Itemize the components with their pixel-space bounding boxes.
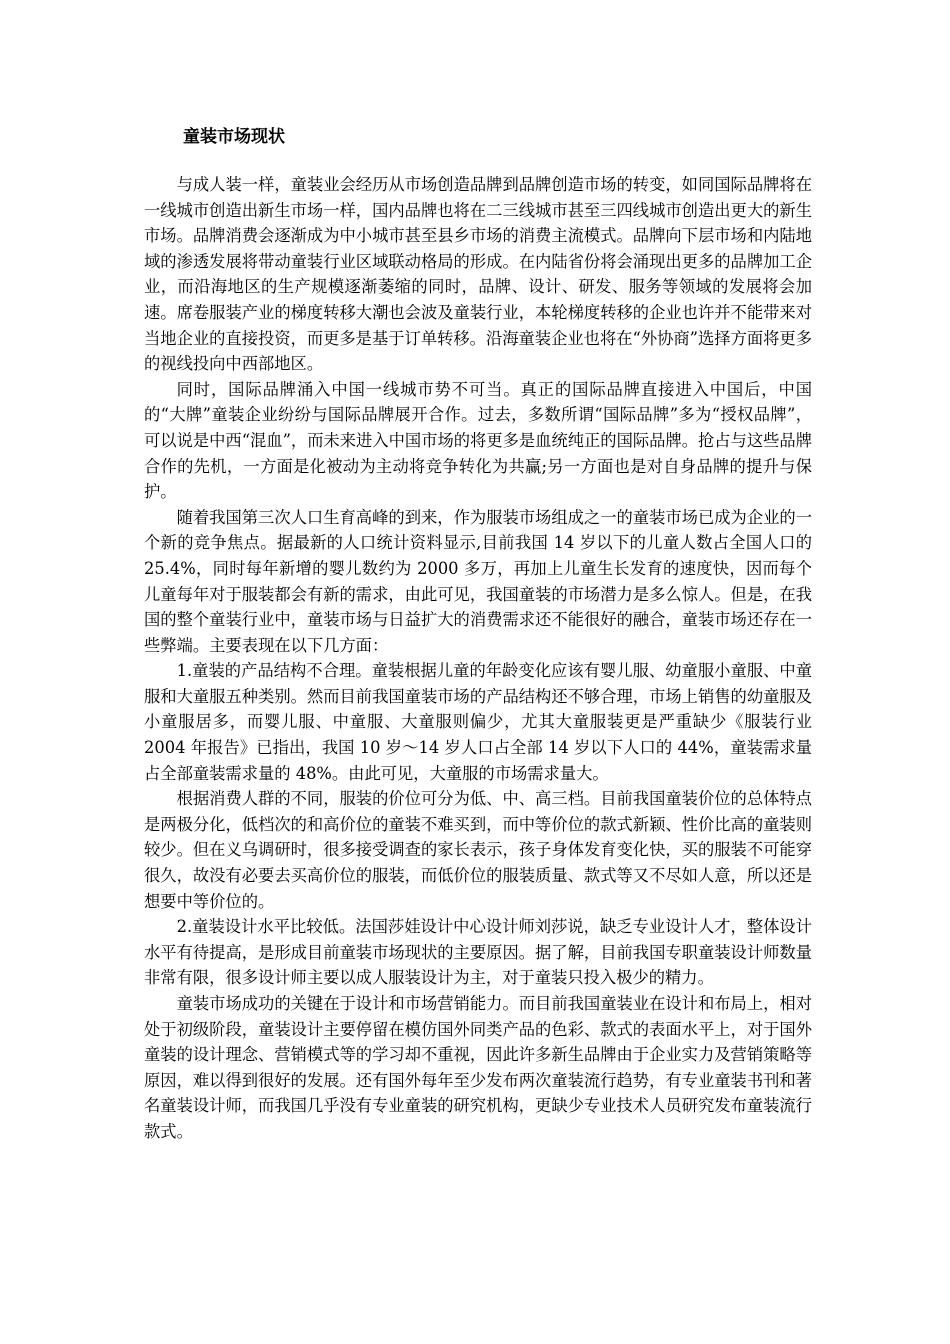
document-body [144, 172, 812, 1145]
paragraph: 随着我国第三次人口生育高峰的到来，作为服装市场组成之一的童装市场已成为企业的一个新的竞争焦点。据最新的人口统计资料显示,目前我国 14 岁以下的儿童人数占全国人口的 25.4%，同时每年新增的婴儿数约为 2000 多万，再加上儿童生长发育的速度快，因而每个儿童每年对于服装都会有新的需求，由此可见，我国童装的市场潜力是多么惊人。但是，在我国的整个童装行业中，童装市场与日益扩大的消费需求还不能很好的融合，童装市场还存在一些弊端。主要表现在以下几方面： [144, 507, 812, 655]
paragraph: 与成人装一样，童装业会经历从市场创造品牌到品牌创造市场的转变，如同国际品牌将在一线城市创造出新生市场一样，国内品牌也将在二三线城市甚至三四线城市创造出更大的新生市场。品牌消费会逐渐成为中小城市甚至县乡市场的消费主流模式。品牌向下层市场和内陆地域的渗透发展将带动童装行业区域联动格局的形成。在内陆省份将会涌现出更多的品牌加工企业，而沿海地区的生产规模逐渐萎缩的同时，品牌、设计、研发、服务等领域的发展将会加速。席卷服装产业的梯度转移大潮也会波及童装行业，本轮梯度转移的企业也许并不能带来对当地企业的直接投资，而更多是基于订单转移。沿海童装企业也将在“外协商”选择方面将更多的视线投向中西部地区。 [144, 175, 812, 374]
paragraph: 同时，国际品牌涌入中国一线城市势不可当。真正的国际品牌直接进入中国后，中国的“大牌”童装企业纷纷与国际品牌展开合作。过去，多数所谓“国际品牌”多为“授权品牌”，可以说是中西“混血”，而未来进入中国市场的将更多是血统纯正的国际品牌。抢占与这些品牌合作的先机，一方面是化被动为主动将竞争转化为共赢;另一方面也是对自身品牌的提升与保护。 [144, 379, 812, 502]
paragraph: 根据消费人群的不同，服装的价位可分为低、中、高三档。目前我国童装价位的总体特点是两极分化，低档次的和高价位的童装不难买到，而中等价位的款式新颖、性价比高的童装则较少。但在义乌调研时，很多接受调查的家长表示，孩子身体发育变化快，买的服装不可能穿很久，故没有必要去买高价位的服装，而低价位的服装质量、款式等又不尽如人意，所以还是想要中等价位的。 [144, 789, 812, 911]
paragraph: 童装市场成功的关键在于设计和市场营销能力。而目前我国童装业在设计和布局上，相对处于初级阶段，童装设计主要停留在模仿国外同类产品的色彩、款式的表面水平上，对于国外童装的设计理念、营销模式等的学习却不重视，因此许多新生品牌由于企业实力及营销策略等原因，难以得到很好的发展。还有国外每年至少发布两次童装流行趋势，有专业童装书刊和著名童装设计师，而我国几乎没有专业童装的研究机构，更缺少专业技术人员研究发布童装流行款式。 [144, 994, 812, 1141]
paragraph: 1.童装的产品结构不合理。童装根据儿童的年龄变化应该有婴儿服、幼童服小童服、中童服和大童服五种类别。然而目前我国童装市场的产品结构还不够合理，市场上销售的幼童服及小童服居多，而婴儿服、中童服、大童服则偏少，尤其大童服装更是严重缺少《服装行业 2004 年报告》已指出，我国 10 岁～14 岁人口占全部 14 岁以下人口的 44%，童装需求量占全部童装需求量的 48%。由此可见，大童服的市场需求量大。 [144, 661, 812, 783]
document-title: 童装市场现状 [183, 127, 285, 147]
paragraph: 2.童装设计水平比较低。法国莎娃设计中心设计师刘莎说，缺乏专业设计人才，整体设计水平有待提高，是形成目前童装市场现状的主要原因。据了解，目前我国专职童装设计师数量非常有限，很多设计师主要以成人服装设计为主，对于童装只投入极少的精力。 [144, 917, 812, 988]
